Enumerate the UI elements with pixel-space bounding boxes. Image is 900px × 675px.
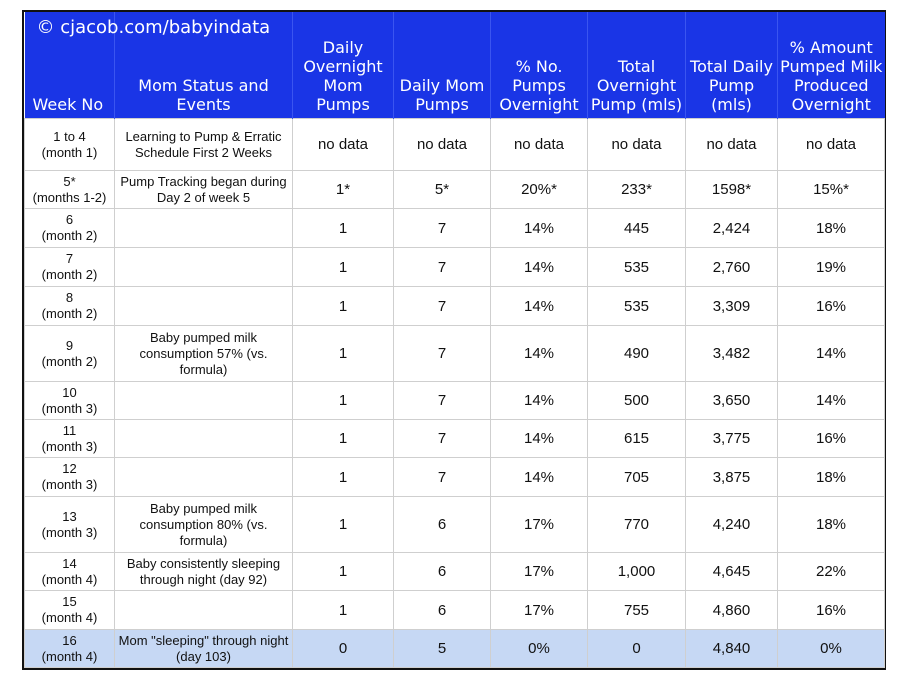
- pct-pumps-cell: 20%*: [491, 171, 588, 209]
- status-cell: Mom "sleeping" through night (day 103): [115, 630, 293, 668]
- week-cell: [25, 119, 115, 171]
- daily-pumps-cell: 7: [394, 458, 491, 497]
- week-number: 14: [62, 555, 77, 571]
- pct-amount-cell: 22%: [778, 553, 885, 591]
- overnight-pumps-cell: 1: [293, 382, 394, 420]
- total-overnight-cell: 233*: [588, 171, 686, 209]
- total-overnight-cell: 755: [588, 591, 686, 630]
- week-number: 11: [62, 422, 77, 438]
- daily-pumps-cell: 7: [394, 420, 491, 458]
- status-cell: [115, 591, 293, 630]
- overnight-pumps-cell: 1*: [293, 171, 394, 209]
- week-month: (month 1): [41, 144, 98, 160]
- total-daily-cell: 4,860: [686, 591, 778, 630]
- overnight-pumps-cell: 1: [293, 248, 394, 287]
- week-cell: [25, 591, 115, 630]
- week-month: (month 3): [41, 524, 98, 540]
- table-row: [25, 420, 885, 458]
- week-number: 1 to 4: [53, 128, 86, 144]
- total-overnight-cell: 1,000: [588, 553, 686, 591]
- week-month: (month 3): [41, 477, 98, 492]
- status-cell: [115, 209, 293, 248]
- week-number: 12: [62, 461, 77, 476]
- status-cell: [115, 248, 293, 287]
- pct-amount-cell: 0%: [778, 630, 885, 668]
- total-overnight-cell: 500: [588, 382, 686, 420]
- status-cell: Pump Tracking began during Day 2 of week 5: [115, 171, 293, 209]
- daily-pumps-cell: 6: [394, 591, 491, 630]
- pct-pumps-cell: 14%: [491, 326, 588, 382]
- daily-pumps-cell: 6: [394, 553, 491, 591]
- week-header-label: Week No: [32, 95, 104, 114]
- total-daily-cell: 2,424: [686, 209, 778, 248]
- overnight-pumps-cell: 1: [293, 209, 394, 248]
- total-daily-cell: 4,645: [686, 553, 778, 591]
- week-number: 8: [65, 290, 74, 305]
- pct-amount-cell: 18%: [778, 497, 885, 553]
- week-cell: [25, 326, 115, 382]
- table-row: [25, 553, 885, 591]
- overnight-pumps-cell: 1: [293, 287, 394, 326]
- table-body: [25, 119, 885, 668]
- pct-amount-cell: 14%: [778, 382, 885, 420]
- pct-amount-cell: 14%: [778, 326, 885, 382]
- week-cell: [25, 420, 115, 458]
- total-daily-cell: 4,240: [686, 497, 778, 553]
- table-row: [25, 497, 885, 553]
- pct-amount-cell: no data: [778, 119, 885, 171]
- daily-pumps-cell: 7: [394, 382, 491, 420]
- pct-pumps-header: % No. Pumps Overnight: [491, 12, 588, 119]
- table-row: [25, 630, 885, 668]
- pumping-table-frame: [22, 10, 886, 670]
- pct-amount-cell: 16%: [778, 287, 885, 326]
- pct-amount-cell: 18%: [778, 458, 885, 497]
- pct-pumps-cell: 14%: [491, 209, 588, 248]
- table-row: [25, 248, 885, 287]
- week-month: (month 2): [41, 228, 98, 243]
- pct-pumps-cell: 14%: [491, 382, 588, 420]
- table-row: [25, 591, 885, 630]
- week-cell: [25, 553, 115, 591]
- overnight-pumps-cell: 1: [293, 591, 394, 630]
- overnight-pumps-cell: 1: [293, 497, 394, 553]
- total-daily-cell: 2,760: [686, 248, 778, 287]
- week-month: (month 3): [41, 400, 98, 416]
- week-cell: [25, 382, 115, 420]
- pct-pumps-cell: 14%: [491, 287, 588, 326]
- daily-pumps-cell: 7: [394, 326, 491, 382]
- week-number: 5*: [63, 173, 76, 189]
- total-overnight-cell: 615: [588, 420, 686, 458]
- pct-amount-cell: 16%: [778, 420, 885, 458]
- week-number: 10: [62, 384, 77, 400]
- total-daily-cell: 4,840: [686, 630, 778, 668]
- pct-pumps-cell: 17%: [491, 553, 588, 591]
- pct-amount-cell: 15%*: [778, 171, 885, 209]
- total-daily-cell: 3,482: [686, 326, 778, 382]
- total-overnight-cell: 0: [588, 630, 686, 668]
- table-row: [25, 458, 885, 497]
- overnight-pumps-cell: 1: [293, 458, 394, 497]
- overnight-pumps-cell: 1: [293, 553, 394, 591]
- status-cell: Baby pumped milk consumption 57% (vs. formula): [115, 326, 293, 382]
- week-month: (month 2): [41, 353, 98, 369]
- total-overnight-cell: 770: [588, 497, 686, 553]
- pct-pumps-cell: 14%: [491, 420, 588, 458]
- status-cell: [115, 420, 293, 458]
- header-row: [25, 12, 885, 119]
- pct-pumps-cell: 17%: [491, 497, 588, 553]
- week-month: (months 1-2): [32, 189, 107, 205]
- table-row: [25, 119, 885, 171]
- table-row: [25, 171, 885, 209]
- table-row: [25, 326, 885, 382]
- total-overnight-cell: 490: [588, 326, 686, 382]
- overnight-pumps-cell: no data: [293, 119, 394, 171]
- week-cell: [25, 171, 115, 209]
- daily-pumps-cell: 5: [394, 630, 491, 668]
- total-overnight-cell: 535: [588, 248, 686, 287]
- status-cell: [115, 458, 293, 497]
- total-daily-cell: 3,309: [686, 287, 778, 326]
- week-cell: [25, 209, 115, 248]
- total-daily-cell: no data: [686, 119, 778, 171]
- pct-amount-cell: 19%: [778, 248, 885, 287]
- total-overnight-cell: no data: [588, 119, 686, 171]
- week-number: 15: [62, 594, 77, 609]
- total-daily-cell: 3,650: [686, 382, 778, 420]
- week-number: 13: [62, 508, 77, 524]
- week-month: (month 4): [41, 648, 98, 664]
- pumping-data-table: [24, 12, 885, 668]
- pct-amount-header: % Amount Pumped Milk Produced Overnight: [778, 12, 885, 119]
- pct-pumps-cell: 0%: [491, 630, 588, 668]
- pct-pumps-cell: 14%: [491, 458, 588, 497]
- total-daily-cell: 3,775: [686, 420, 778, 458]
- daily-pumps-header: Daily Mom Pumps: [394, 12, 491, 119]
- pct-pumps-cell: no data: [491, 119, 588, 171]
- overnight-pumps-cell: 1: [293, 326, 394, 382]
- status-cell: Baby pumped milk consumption 80% (vs. formula): [115, 497, 293, 553]
- overnight-pumps-cell: 1: [293, 420, 394, 458]
- table-row: [25, 287, 885, 326]
- total-overnight-cell: 705: [588, 458, 686, 497]
- week-month: (month 2): [41, 267, 98, 282]
- total-daily-header: Total Daily Pump (mls): [686, 12, 778, 119]
- total-overnight-cell: 445: [588, 209, 686, 248]
- status-cell: Baby consistently sleeping through night (day 92): [115, 553, 293, 591]
- week-cell: [25, 287, 115, 326]
- week-cell: [25, 630, 115, 668]
- table-row: [25, 382, 885, 420]
- week-number: 16: [62, 632, 77, 648]
- week-number: 7: [65, 251, 74, 266]
- total-daily-cell: 1598*: [686, 171, 778, 209]
- week-number: 9: [65, 337, 74, 353]
- overnight-pumps-cell: 0: [293, 630, 394, 668]
- status-cell: [115, 287, 293, 326]
- status-header: Mom Status and Events: [115, 12, 293, 119]
- table-row: [25, 209, 885, 248]
- daily-pumps-cell: 7: [394, 248, 491, 287]
- credit-text: © cjacob.com/babyindata: [36, 17, 271, 38]
- week-month: (month 4): [41, 571, 98, 587]
- total-overnight-header: Total Overnight Pump (mls): [588, 12, 686, 119]
- week-month: (month 2): [41, 306, 98, 321]
- status-cell: Learning to Pump & Erratic Schedule First 2 Weeks: [115, 119, 293, 171]
- week-month: (month 4): [41, 610, 98, 625]
- week-month: (month 3): [41, 438, 98, 454]
- total-overnight-cell: 535: [588, 287, 686, 326]
- week-cell: [25, 248, 115, 287]
- week-number: 6: [65, 212, 74, 227]
- week-cell: [25, 458, 115, 497]
- overnight-pumps-header: Daily Overnight Mom Pumps: [293, 12, 394, 119]
- daily-pumps-cell: 7: [394, 209, 491, 248]
- week-cell: [25, 497, 115, 553]
- daily-pumps-cell: 7: [394, 287, 491, 326]
- daily-pumps-cell: 5*: [394, 171, 491, 209]
- daily-pumps-cell: 6: [394, 497, 491, 553]
- status-cell: [115, 382, 293, 420]
- pct-amount-cell: 16%: [778, 591, 885, 630]
- pct-pumps-cell: 17%: [491, 591, 588, 630]
- daily-pumps-cell: no data: [394, 119, 491, 171]
- pct-pumps-cell: 14%: [491, 248, 588, 287]
- pct-amount-cell: 18%: [778, 209, 885, 248]
- total-daily-cell: 3,875: [686, 458, 778, 497]
